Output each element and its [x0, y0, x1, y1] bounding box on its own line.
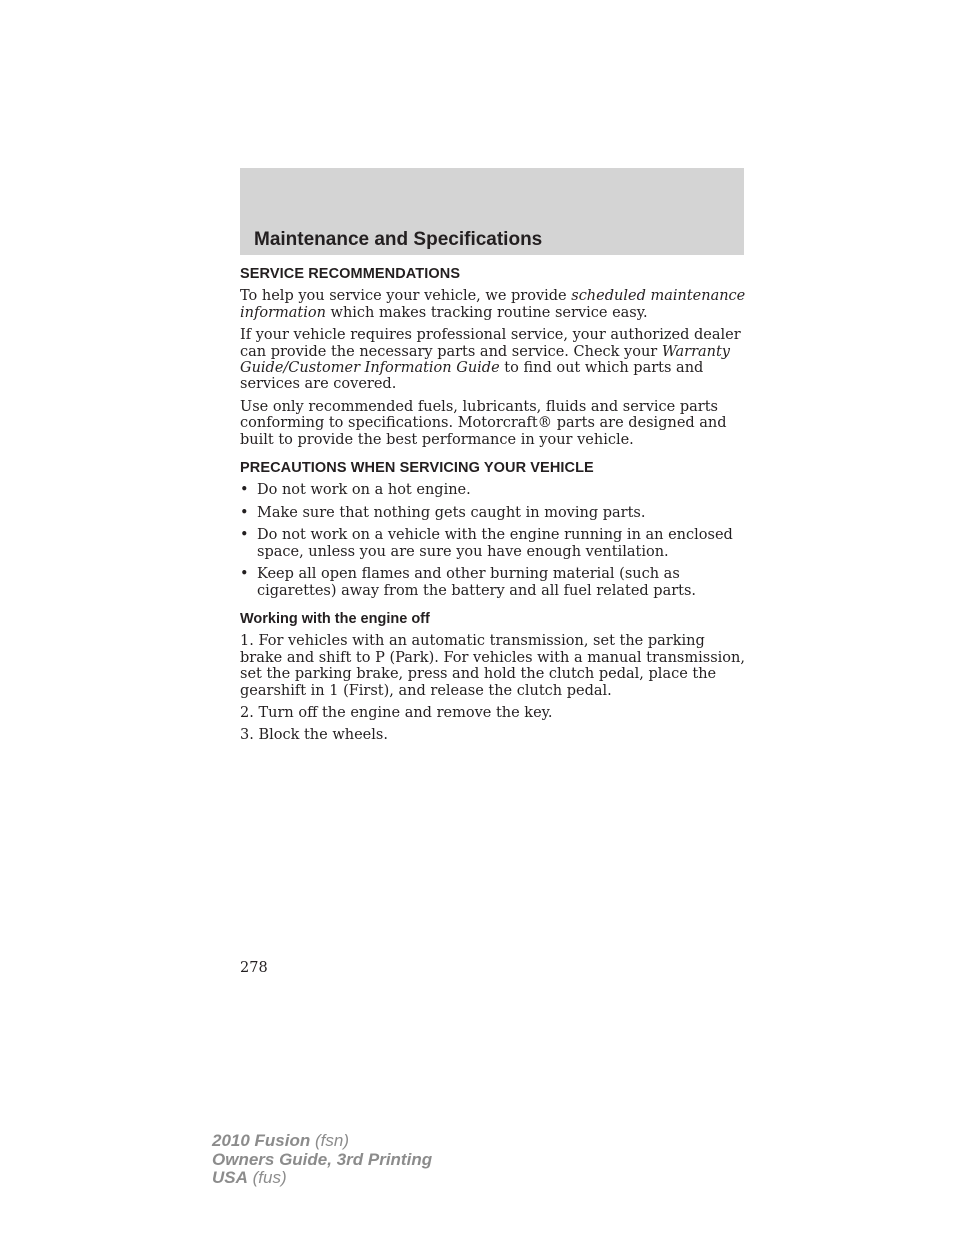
heading-engine-off: Working with the engine off	[240, 610, 430, 627]
heading-service-recommendations: SERVICE RECOMMENDATIONS	[240, 266, 461, 282]
footer-guide: Owners Guide, 3rd Printing	[212, 1149, 433, 1169]
heading-precautions: PRECAUTIONS WHEN SERVICING YOUR VEHICLE	[240, 460, 594, 477]
footer-line-model	[212, 1132, 432, 1151]
text-run: which makes tracking routine service easy.	[325, 304, 648, 321]
page-number: 278	[240, 960, 268, 976]
section-header-title: Maintenance and Specifications	[254, 229, 543, 250]
paragraph-service-intro	[240, 288, 746, 321]
step-3: 3. Block the wheels.	[240, 727, 388, 744]
list-item	[240, 505, 746, 521]
page-content	[240, 266, 746, 750]
step-1: 1. For vehicles with an automatic transmission, set the parking brake and shift to P (Park). For vehicles with a manual transmission, set the parking brake, press and hold the clutch pedal, place the gearshift in 1 (First), and release the clutch pedal.	[240, 633, 745, 699]
footer-region-code: (fus)	[247, 1168, 287, 1187]
italic-reference: scheduled maintenance information	[240, 288, 746, 321]
list-item	[240, 566, 746, 599]
text-run: To help you service your vehicle, we provide	[240, 288, 572, 305]
footer-model-code: (fsn)	[310, 1131, 349, 1150]
precautions-list	[240, 482, 746, 598]
footer-model: 2010 Fusion	[212, 1131, 311, 1150]
list-item-text: Do not work on a vehicle with the engine running in an enclosed space, unless you are sure you have enough ventilation.	[257, 527, 733, 560]
bullet-glyph: •	[240, 504, 249, 521]
step-2: 2. Turn off the engine and remove the key.	[240, 704, 553, 721]
bullet-glyph: •	[240, 566, 249, 583]
text-run: If your vehicle requires professional service, your authorized dealer can provide the necessary parts and service. Check your	[240, 327, 741, 360]
section-header-band	[240, 168, 744, 255]
text-run: to find out which parts and services are covered.	[240, 360, 704, 393]
paragraph-recommended-parts: Use only recommended fuels, lubricants, fluids and service parts conforming to specifications. Motorcraft® parts are designed and built to provide the best performance in your vehicle.	[240, 398, 727, 448]
list-item-text: Make sure that nothing gets caught in moving parts.	[257, 504, 646, 521]
bullet-glyph: •	[240, 527, 249, 544]
list-item	[240, 482, 746, 498]
italic-reference: Warranty Guide/Customer Information Guide	[240, 343, 730, 377]
list-item-text: Do not work on a hot engine.	[257, 482, 471, 499]
footer-line-region	[212, 1169, 432, 1188]
document-footer	[212, 1132, 432, 1188]
list-item-text: Keep all open flames and other burning material (such as cigarettes) away from the battery and all fuel related parts.	[257, 566, 697, 599]
footer-region: USA	[212, 1168, 248, 1187]
footer-line-guide	[212, 1151, 432, 1170]
bullet-glyph: •	[240, 482, 249, 499]
paragraph-professional-service	[240, 327, 746, 393]
list-item	[240, 527, 746, 560]
